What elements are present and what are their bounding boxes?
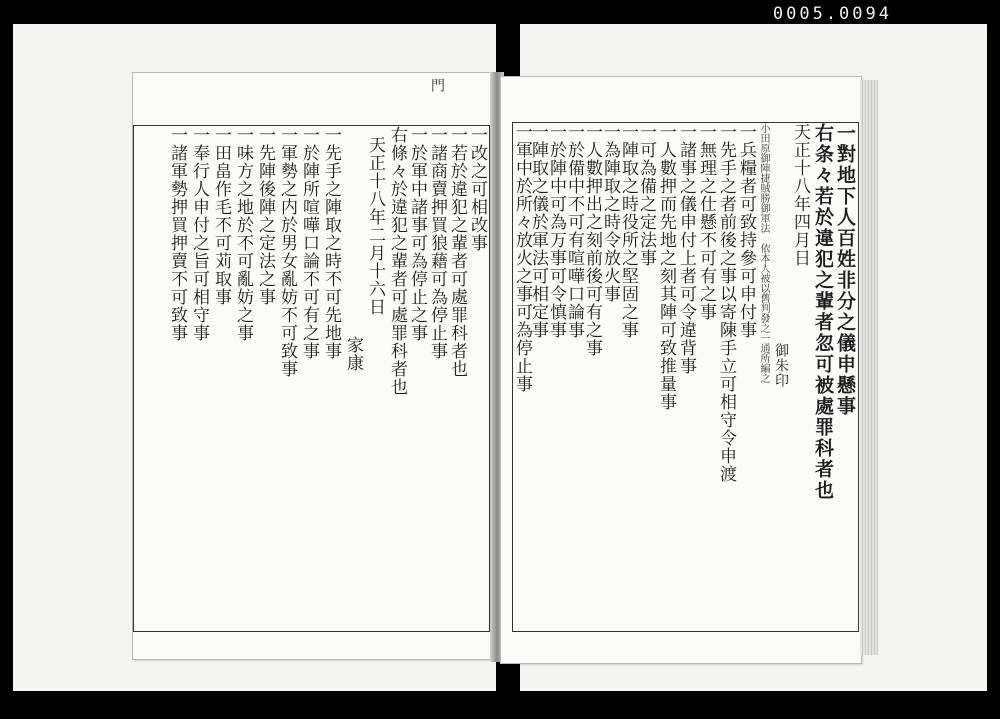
text-column: 一對地下人百姓非分之儀申懸事 <box>834 123 856 417</box>
text-column: 一於備中不可有喧嘩口論事 <box>564 123 584 339</box>
text-column: 一先陣後陣之定法之事 <box>255 126 275 306</box>
text-column: 一先手之陣取之時不可先地事 <box>321 126 341 360</box>
text-column: 右條々於違犯之輩者可處罪科者也 <box>387 126 407 396</box>
text-column: 一無理之仕懸不可有之事 <box>696 123 716 321</box>
text-column: 一可為備之定法事 <box>636 123 656 267</box>
text-column: 一田畠作毛不可苅取事 <box>211 126 231 306</box>
text-column: 一兵糧者可致持參可申付事 <box>736 123 756 339</box>
seal-note: 御朱印 <box>773 343 789 388</box>
reel-code: 0005.0094 <box>772 4 892 24</box>
text-column: 右条々若於違犯之輩者忽可被處罪科者也 <box>812 123 834 501</box>
text-column: 一改之可相改事 <box>467 126 487 252</box>
text-column: 一諸軍勢押買押賣不可致事 <box>167 126 187 342</box>
text-column: 一若於違犯之輩者可處罪科者也 <box>447 126 467 378</box>
text-column: 一味方之地於不可亂妨之事 <box>233 126 253 342</box>
text-column: 天正十八年四月日 <box>790 123 810 267</box>
page-edge-stack <box>860 80 878 655</box>
text-column: 一奉行人申付之旨可相守事 <box>189 126 209 342</box>
text-column: 一陣取之儀於軍法可相定事 <box>528 123 548 339</box>
text-column: 一陣取之時役所之堅固之事 <box>618 123 638 339</box>
right-page-text-frame <box>512 122 859 632</box>
text-column: 一於陣中可為万事可令慎事 <box>546 123 566 339</box>
text-column: 一為陣取之時令放火事 <box>600 123 620 303</box>
text-column: 一諸事之儀申付上者可令違背事 <box>676 123 696 375</box>
text-column: 一軍勢之内於男女亂妨不可致事 <box>277 126 297 378</box>
left-page-text-frame <box>133 125 490 632</box>
text-column: 一諸商賣押買狼藉可為停止事 <box>427 126 447 360</box>
text-column: 一先手之者前後之事以寄陳手立可相守令申渡 <box>716 123 736 483</box>
text-column: 一於陣所喧嘩口論不可有之事 <box>299 126 319 360</box>
text-column: 一軍中於所々放火之事可為停止事 <box>512 123 532 393</box>
date-column: 天正十八年二月十六日 <box>365 136 385 316</box>
margin-mark: 門 <box>429 78 445 92</box>
text-column: 一於軍中諸事可為停止之事 <box>407 126 427 342</box>
text-column-note: 小田原御陣捷賊勝御軍法 依本人被以舊判發之一通所編之 <box>758 123 769 383</box>
signature-column: 家康 <box>343 336 363 372</box>
text-column: 一人數押出之刻前後可有之事 <box>582 123 602 357</box>
text-column: 一人數押而先地之刻其陣可致推量事 <box>656 123 676 411</box>
